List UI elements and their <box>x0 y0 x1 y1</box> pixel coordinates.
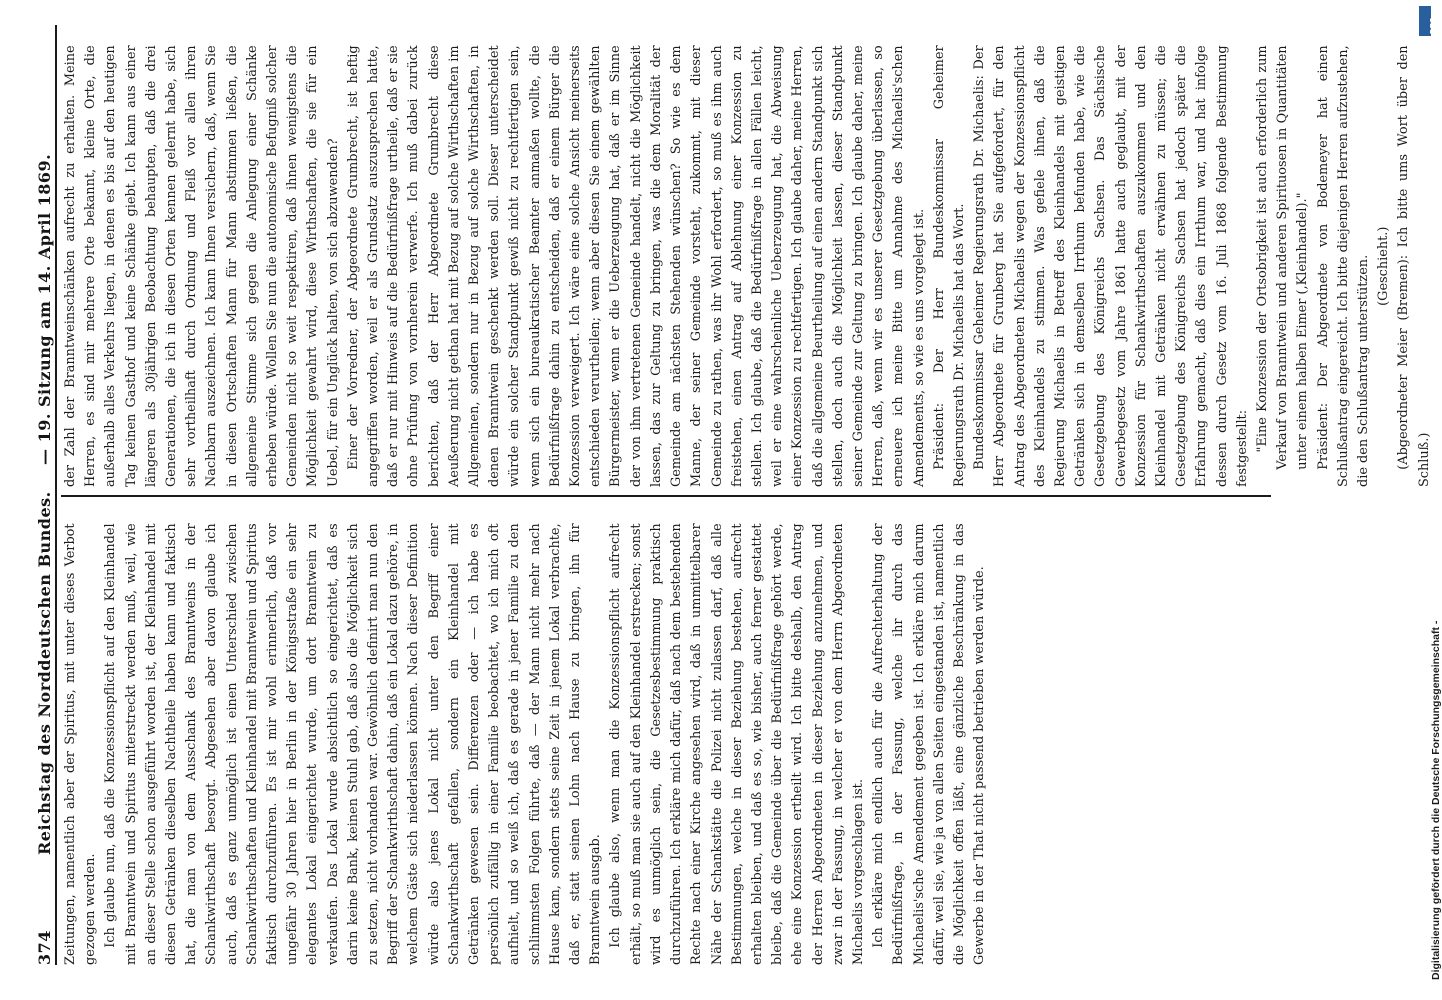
header-rule <box>55 25 57 965</box>
dfg-logo <box>1419 6 1438 36</box>
interjection: (Abgeordneter Meier (Bremen): Ich bitte ums Wort über den Schluß.) <box>1396 45 1432 487</box>
left-column <box>61 523 990 965</box>
rotated-page <box>35 25 1432 965</box>
running-title-right: — 19. Sitzung am 14. April 1869. <box>35 153 54 465</box>
stage-direction: (Geschieht.) <box>1376 226 1392 306</box>
running-title-left: Reichstag des Norddeutschen Bundes. <box>35 491 54 855</box>
left-paragraph-2: Ich glaube nun, daß die Konzessionspflicht auf den Kleinhandel mit Branntwein und Spiritus miterstreckt werden muß, weil, wie an dieser Stelle schon ausgeführt worden ist, der Kleinhandel mit diesen Getränken dieselben Nachtheile haben kann und faktisch hat, die man von dem Ausschank des Branntweins in der Schankwirthschaft besorgt. Abgesehen aber davon glaube ich auch, daß es ganz unmöglich ist einen Unterschied zwischen Schankwirthschaften und Kleinhandel mit Branntwein und Spiritus faktisch durchzuführen. Es ist mir wohl erinnerlich, daß vor ungefähr 30 Jahren hier in Berlin in der Königsstraße ein sehr elegantes Lokal eingerichtet wurde, um dort Branntwein zu verkaufen. Das Lokal wurde absichtlich so eingerichtet, daß es darin keine Bank, keinen Stuhl gab, daß also die Möglichkeit sich zu setzen, nicht vorhanden war. Gewöhnlich definirt man nun den Begriff der Schankwirthschaft dahin, daß ein Lokal dazu gehöre, in welchem Gäste sich niederlassen können. Nach dieser Definition würde also jenes Lokal nicht unter den Begriff einer Schankwirthschaft gefallen, sondern ein Kleinhandel mit Getränken gewesen sein. Differenzen oder — ich habe es persönlich zufällig in einer Familie beobachtet, wo ich mich oft aufhielt, und so weiß ich, daß es gerade in jener Familie zu den schlimmsten Folgen führte, daß — der Mann nicht mehr nach Hause kam, sondern stets seine Zeit in jenem Lokal verbrachte, daß er, statt seinen Lohn nach Hause zu bringen, ihn für Branntwein ausgab. <box>103 523 604 965</box>
right-paragraph-1: der Zahl der Branntweinschänken aufrecht zu erhalten. Meine Herren, es sind mir mehrere Orte bekannt, kleine Orte, die außerhalb alles Verkehrs liegen, in denen es bis auf den heutigen Tag keinen Gasthof und keine Schänke giebt. Ich kann aus einer längeren als 30jährigen Beobachtung behaupten, daß die drei Generationen, die ich in diesen Orten kennen gelernt habe, sich sehr vortheilhaft durch Ordnung und Fleiß vor allen ihren Nachbarn auszeichnen. Ich kann Ihnen versichern, daß, wenn Sie in diesen Ortschaften Mann für Mann abstimmen ließen, die allgemeine Stimme sich gegen die Anlegung einer Schänke erheben würde. Wollen Sie nun die autonomische Befugniß solcher Gemeinden nicht so weit respektiren, daß ihnen wenigstens die Möglichkeit gewahrt wird, diese Wirthschaften, die sie für ein Uebel, für ein Unglück halten, von sich abzuwenden? <box>63 45 341 487</box>
right-paragraph-2: Einer der Vorredner, der Abgeordnete Grumbrecht, ist heftig angegriffen worden, weil er als Grundsatz auszusprechen hatte, daß er nur mit Hinweis auf die Bedürfnißfrage urtheile, daß er sie ohne Prüfung von vornherein verwerfe. Ich muß dabei zurück berichten, daß der Herr Abgeordnete Grumbrecht diese Aeußerung nicht gethan hat mit Bezug auf solche Wirthschaften im Allgemeinen, sondern nur in Bezug auf solche Wirthschaften, in denen Branntwein geschenkt werden soll. Dieser unterscheidet würde ein solcher Standpunkt gewiß nicht zu rechtfertigen sein, wenn sich ein bureaukratischer Beamter anmaßen wollte, die Bedürfnißfrage dahin zu entscheiden, daß er einem Bürger die Konzession verweigert. Ich wäre eine solche Ansicht meinerseits entschieden verurtheilen; wenn aber diesen Sie einem gewählten Bürgermeister, wenn er die Ueberzeugung hat, daß er im Sinne der von ihm vertretenen Gemeinde handelt, nicht die Möglichkeit lassen, das zur Geltung zu bringen, was die dem Moralität der Gemeinde am nächsten Stehenden wünschen? So wie es dem Manne, der seiner Gemeinde vorsteht, zukommt, mit dieser Gemeinde zu rathen, was ihr Wohl erfordert, so muß es ihm auch freistehen, einen Antrag auf Ablehnung einer Konzession zu stellen. Ich glaube, daß die Bedürfnißfrage in allen Fällen leicht, weil er eine wahrscheinliche Ueberzeugung hat, die Abweisung einer Konzession zu rechtfertigen. Ich glaube daher, meine Herren, daß die allgemeine Beurtheilung auf einen andern Standpunkt sich stellen, doch auch die Möglichkeit lassen, dieser Standpunkt seiner Gemeinde zur Geltung zu bringen. Ich glaube daher, meine Herren, daß, wenn wir es unserer Gesetzgebung überlassen, so erneuere ich meine Bitte um Annahme des Michaelis'schen Amendements, so wie es uns vorgelegt ist. <box>345 45 927 487</box>
left-paragraph-1: Zeitungen, namentlich aber der Spiritus, mit unter dieses Verbot gezogen werden. <box>63 523 99 965</box>
president-statement-1: Präsident: Der Herr Bundeskommissar Geheimer Regierungsrath Dr. Michaelis hat das Wort. <box>931 45 967 487</box>
dfg-logo-text: DFG <box>1429 17 1438 34</box>
left-paragraph-3: Ich glaube also, wenn man die Konzessionspflicht aufrecht erhält, so muß man sie auch auf den Kleinhandel erstrecken; sonst wird es unmöglich sein, die Gesetzesbestimmung praktisch durchzuführen. Ich erkläre mich dafür, daß nach dem bestehenden Rechte nach einer Kirche angesehen wird, daß in ummittelbarer Nähe der Schankstätte die Polizei nicht zulassen darf, daß alle Bestimmungen, welche in dieser Beziehung bestehen, aufrecht erhalten bleiben, und daß es so, wie bisher, auch ferner gestattet bleibe, daß die Gemeinde über die Bedürfnißfrage gehört werde, ehe eine Konzession ertheilt wird. Ich bitte deshalb, den Antrag der Herren Abgeordneten in dieser Beziehung anzunehmen, und zwar in der Fassung, in welcher er von dem Herrn Abgeordneten Michaelis vorgeschlagen ist. <box>608 523 866 965</box>
law-quote: "Eine Konzession der Ortsobrigkeit ist auch erforderlich zum Verkauf von Branntwein und anderen Spirituosen in Quantitäten unter einem halben Eimer (,Kleinhandel)." <box>1254 45 1311 470</box>
digitization-credit: Digitalisierung gefördert durch die Deutsche Forschungsgemeinschaft - <box>1430 620 1442 980</box>
column-rule <box>61 495 1271 497</box>
left-paragraph-4: Ich erkläre mich endlich auch für die Aufrechterhaltung der Bedürfnißfrage, in der Fassung, welche ihr durch das Michaelis'sche Amendement gegeben ist. Ich erkläre mich darum dafür, weil sie, wie ja von allen Seiten eingestanden ist, namentlich die Möglichkeit offen läßt, eine gänzliche Beschränkung in das Gewerbe in der That nicht passend betrieben werden würde. <box>871 523 988 965</box>
page-number: 374 <box>35 930 54 965</box>
president-statement-2: Präsident: Der Abgeordnete von Bodemeyer hat einen Schlußantrag eingereicht. Ich bitte diejenigen Herren aufzustehen, die den Schlußantrag unterstützen. <box>1315 45 1371 487</box>
right-column <box>61 45 1435 487</box>
commissioner-statement: Bundeskommissar Geheimer Regierungsrath Dr. Michaelis: Der Herr Abgeordnete für Grunberg hat Sie aufgefordert, für den Antrag des Abgeordneten Michaelis wegen der Konzessionspflicht des Kleinhandels zu stimmen. Was gefiele ihnen, daß die Regierung Michaelis in Betreff des Kleinhandels mit geistigen Getränken sich in demselben Irrthum befunden habe, wie die Gesetzgebung des Königreichs Sachsen. Das Sächsische Gewerbegesetz vom Jahre 1861 hatte auch geglaubt, mit der Konzession für Schankwirthschaften auszukommen und den Kleinhandel mit Getränken nicht erwähnen zu müssen; die Gesetzgebung des Königreichs Sachsen hat jedoch später die Erfahrung gemacht, daß dies ein Irrthum war, und hat infolge dessen durch Gesetz vom 16. Juli 1868 folgende Bestimmung festgestellt: <box>972 45 1250 487</box>
